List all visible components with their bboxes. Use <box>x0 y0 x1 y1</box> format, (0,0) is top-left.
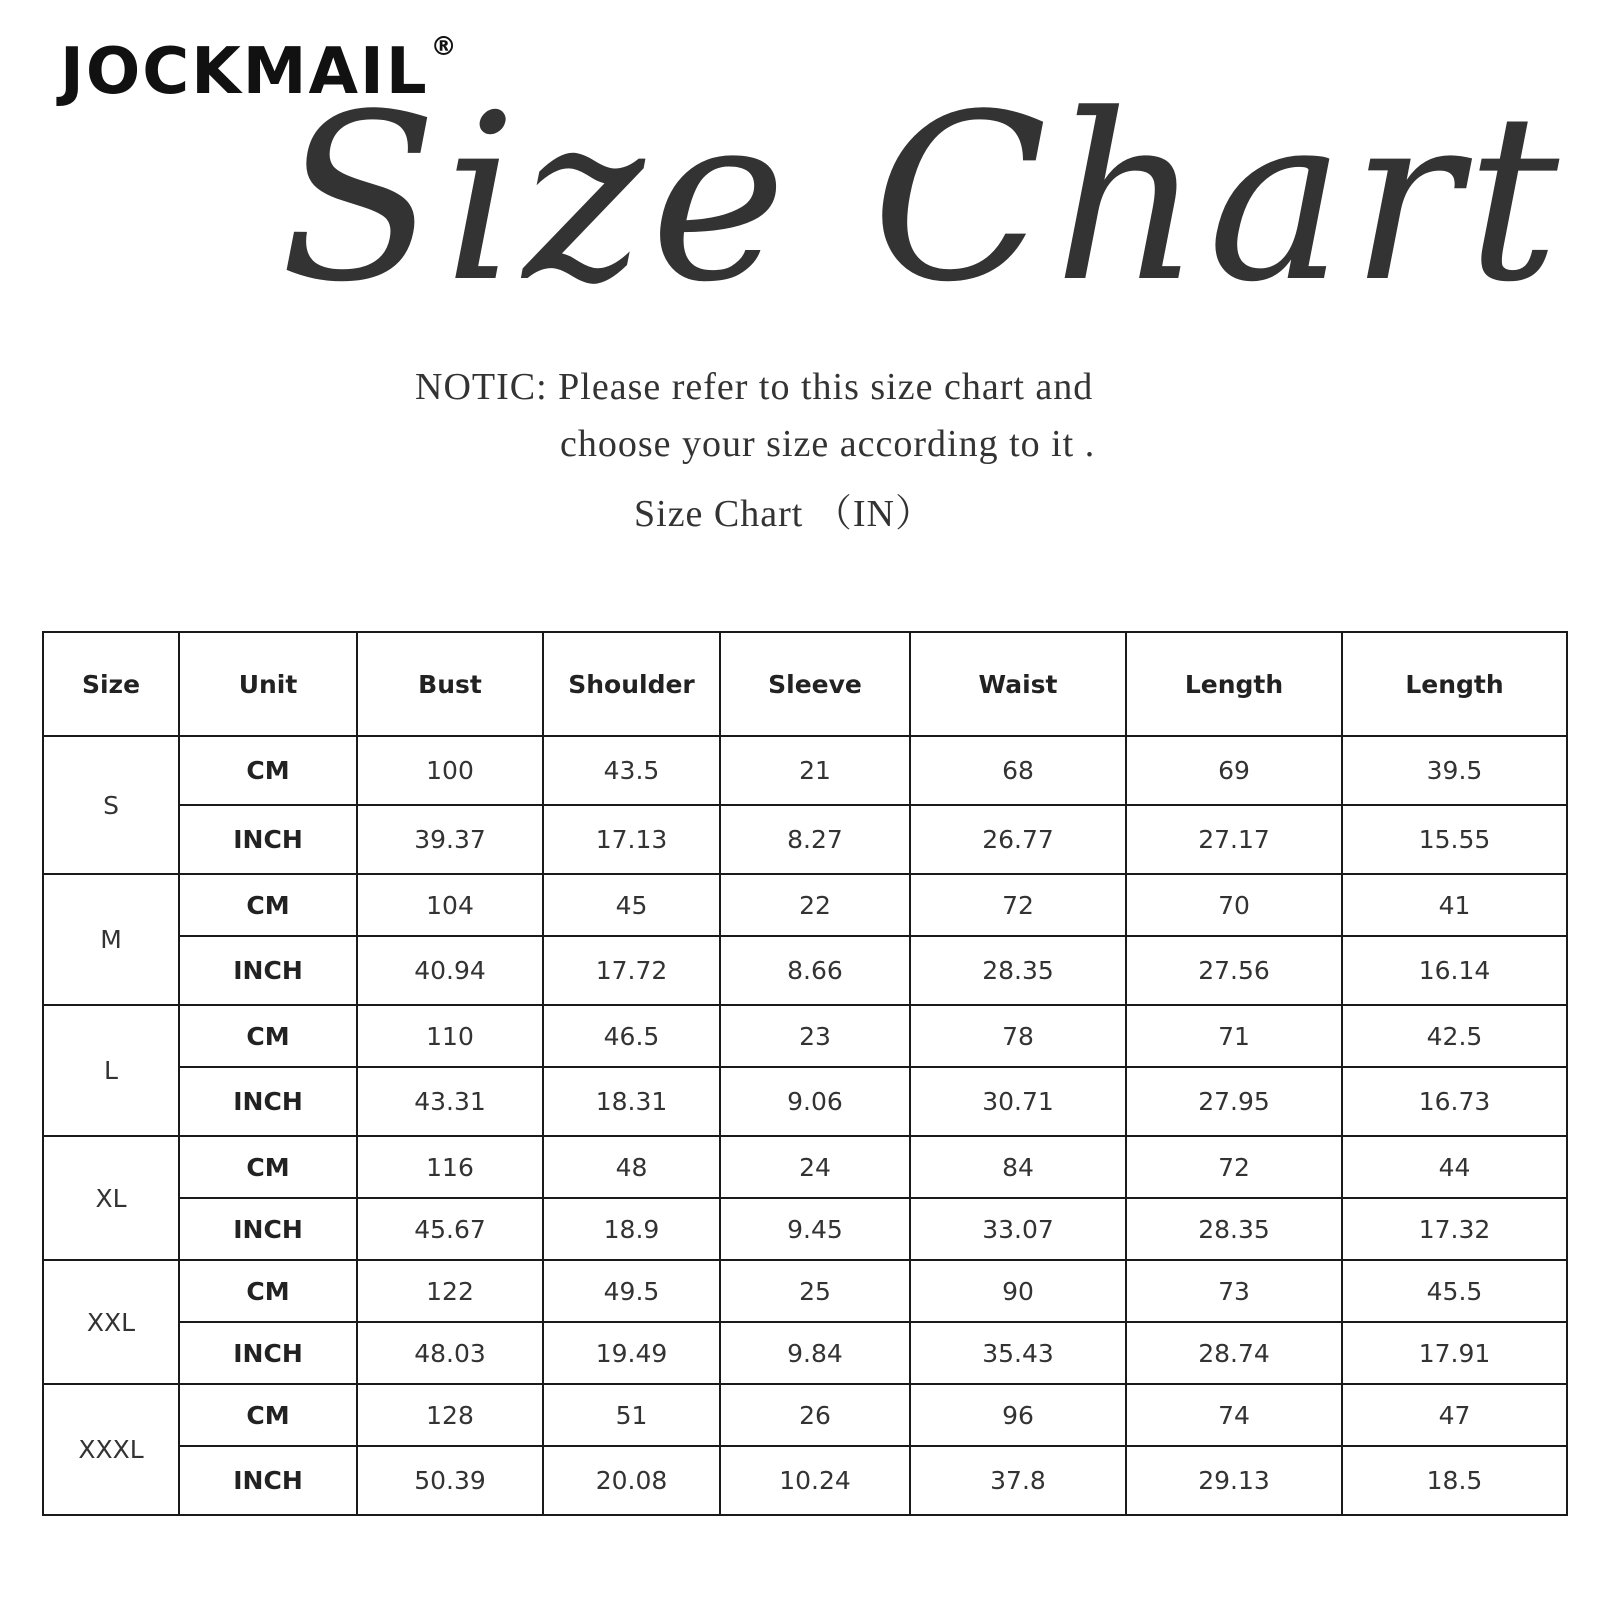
unit-cell: CM <box>179 1384 357 1446</box>
sleeve-cell: 26 <box>720 1384 910 1446</box>
bust-cell: 39.37 <box>357 805 543 874</box>
length-cell: 72 <box>1126 1136 1342 1198</box>
unit-cell: CM <box>179 874 357 936</box>
length-cell: 70 <box>1126 874 1342 936</box>
table-row <box>43 1067 1567 1136</box>
length-cell: 74 <box>1126 1384 1342 1446</box>
header-length: Length <box>1126 632 1342 736</box>
shoulder-cell: 48 <box>543 1136 720 1198</box>
table-row <box>43 1446 1567 1515</box>
length-cell: 27.56 <box>1126 936 1342 1005</box>
table-header-row <box>43 632 1567 736</box>
notice-line-2: choose your size according to it . <box>560 423 1096 465</box>
waist-cell: 84 <box>910 1136 1126 1198</box>
header-size: Size <box>43 632 179 736</box>
length-2-cell: 44 <box>1342 1136 1567 1198</box>
length-2-cell: 47 <box>1342 1384 1567 1446</box>
sleeve-cell: 8.66 <box>720 936 910 1005</box>
unit-cell: INCH <box>179 805 357 874</box>
unit-cell: CM <box>179 736 357 805</box>
table-caption: Size Chart （IN） <box>634 493 934 535</box>
length-2-cell: 15.55 <box>1342 805 1567 874</box>
sleeve-cell: 24 <box>720 1136 910 1198</box>
unit-cell: INCH <box>179 1446 357 1515</box>
waist-cell: 72 <box>910 874 1126 936</box>
table-row <box>43 1260 1567 1322</box>
waist-cell: 78 <box>910 1005 1126 1067</box>
bust-cell: 48.03 <box>357 1322 543 1384</box>
length-cell: 27.95 <box>1126 1067 1342 1136</box>
waist-cell: 37.8 <box>910 1446 1126 1515</box>
table-row <box>43 805 1567 874</box>
shoulder-cell: 49.5 <box>543 1260 720 1322</box>
unit-cell: CM <box>179 1136 357 1198</box>
size-cell: M <box>43 874 179 1005</box>
bust-cell: 40.94 <box>357 936 543 1005</box>
notice-line-1: NOTIC: Please refer to this size chart and <box>415 366 1094 408</box>
size-table <box>42 631 1568 1516</box>
table-row <box>43 1384 1567 1446</box>
size-cell: S <box>43 736 179 874</box>
table-row <box>43 1005 1567 1067</box>
waist-cell: 68 <box>910 736 1126 805</box>
length-2-cell: 39.5 <box>1342 736 1567 805</box>
bust-cell: 104 <box>357 874 543 936</box>
length-cell: 27.17 <box>1126 805 1342 874</box>
unit-cell: INCH <box>179 936 357 1005</box>
waist-cell: 96 <box>910 1384 1126 1446</box>
table-row <box>43 736 1567 805</box>
length-cell: 29.13 <box>1126 1446 1342 1515</box>
unit-cell: CM <box>179 1260 357 1322</box>
sleeve-cell: 10.24 <box>720 1446 910 1515</box>
table-row <box>43 1198 1567 1260</box>
sleeve-cell: 25 <box>720 1260 910 1322</box>
header-sleeve: Sleeve <box>720 632 910 736</box>
shoulder-cell: 45 <box>543 874 720 936</box>
unit-cell: CM <box>179 1005 357 1067</box>
sleeve-cell: 22 <box>720 874 910 936</box>
bust-cell: 50.39 <box>357 1446 543 1515</box>
unit-cell: INCH <box>179 1198 357 1260</box>
bust-cell: 43.31 <box>357 1067 543 1136</box>
shoulder-cell: 17.72 <box>543 936 720 1005</box>
length-2-cell: 18.5 <box>1342 1446 1567 1515</box>
size-cell: XL <box>43 1136 179 1260</box>
header-waist: Waist <box>910 632 1126 736</box>
brand-name: JOCKMAIL <box>60 35 429 109</box>
bust-cell: 100 <box>357 736 543 805</box>
length-2-cell: 41 <box>1342 874 1567 936</box>
sleeve-cell: 21 <box>720 736 910 805</box>
header-shoulder: Shoulder <box>543 632 720 736</box>
length-cell: 71 <box>1126 1005 1342 1067</box>
bust-cell: 110 <box>357 1005 543 1067</box>
length-2-cell: 45.5 <box>1342 1260 1567 1322</box>
unit-cell: INCH <box>179 1067 357 1136</box>
shoulder-cell: 43.5 <box>543 736 720 805</box>
length-2-cell: 16.14 <box>1342 936 1567 1005</box>
bust-cell: 128 <box>357 1384 543 1446</box>
table-row <box>43 936 1567 1005</box>
waist-cell: 35.43 <box>910 1322 1126 1384</box>
sleeve-cell: 9.84 <box>720 1322 910 1384</box>
unit-cell: INCH <box>179 1322 357 1384</box>
length-2-cell: 17.91 <box>1342 1322 1567 1384</box>
shoulder-cell: 20.08 <box>543 1446 720 1515</box>
table-row <box>43 1322 1567 1384</box>
size-cell: L <box>43 1005 179 1136</box>
waist-cell: 26.77 <box>910 805 1126 874</box>
shoulder-cell: 18.31 <box>543 1067 720 1136</box>
waist-cell: 33.07 <box>910 1198 1126 1260</box>
waist-cell: 28.35 <box>910 936 1126 1005</box>
size-cell: XXXL <box>43 1384 179 1515</box>
waist-cell: 90 <box>910 1260 1126 1322</box>
waist-cell: 30.71 <box>910 1067 1126 1136</box>
header-bust: Bust <box>357 632 543 736</box>
shoulder-cell: 19.49 <box>543 1322 720 1384</box>
page-title: Size Chart <box>280 66 1566 333</box>
size-cell: XXL <box>43 1260 179 1384</box>
length-cell: 28.74 <box>1126 1322 1342 1384</box>
length-cell: 28.35 <box>1126 1198 1342 1260</box>
length-2-cell: 42.5 <box>1342 1005 1567 1067</box>
table-row <box>43 874 1567 936</box>
length-cell: 69 <box>1126 736 1342 805</box>
length-2-cell: 17.32 <box>1342 1198 1567 1260</box>
length-cell: 73 <box>1126 1260 1342 1322</box>
shoulder-cell: 46.5 <box>543 1005 720 1067</box>
bust-cell: 116 <box>357 1136 543 1198</box>
bust-cell: 45.67 <box>357 1198 543 1260</box>
bust-cell: 122 <box>357 1260 543 1322</box>
header-unit: Unit <box>179 632 357 736</box>
length-2-cell: 16.73 <box>1342 1067 1567 1136</box>
shoulder-cell: 18.9 <box>543 1198 720 1260</box>
shoulder-cell: 17.13 <box>543 805 720 874</box>
sleeve-cell: 23 <box>720 1005 910 1067</box>
sleeve-cell: 8.27 <box>720 805 910 874</box>
header-length-2: Length <box>1342 632 1567 736</box>
sleeve-cell: 9.06 <box>720 1067 910 1136</box>
table-row <box>43 1136 1567 1198</box>
registered-mark-icon: ® <box>430 32 459 62</box>
shoulder-cell: 51 <box>543 1384 720 1446</box>
sleeve-cell: 9.45 <box>720 1198 910 1260</box>
